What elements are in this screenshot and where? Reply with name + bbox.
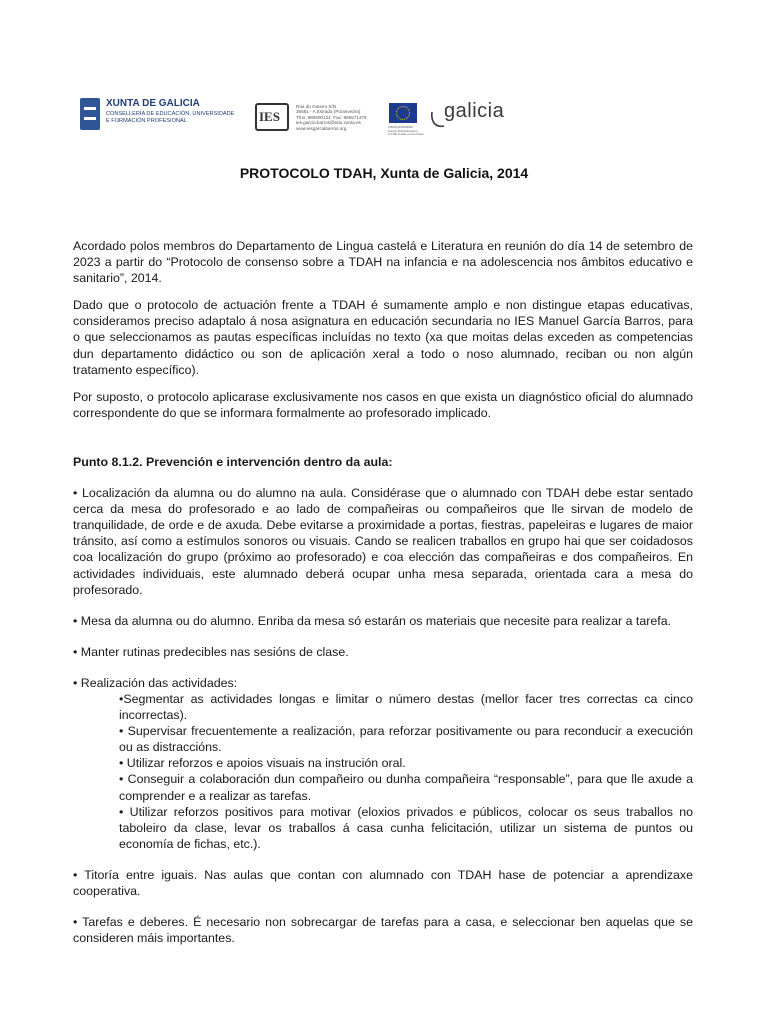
- eu-stars-icon: [396, 106, 410, 120]
- bullet-mesa: • Mesa da alumna ou do alumno. Enriba da mesa só estarán os materiais que necesite para realizar a tarefa.: [73, 613, 672, 628]
- xunta-name: XUNTA DE GALICIA: [106, 98, 200, 109]
- bullet-tarefas: • Tarefas e deberes. É necesario non sobrecargar de tarefas para a casa, e seleccionar ben aquelas que se consideren máis importantes.: [73, 915, 693, 946]
- realizacion-list: [73, 691, 693, 852]
- xunta-logo: [80, 98, 252, 134]
- eu-flag-icon: [389, 103, 417, 123]
- galicia-wordmark: galicia: [444, 100, 505, 122]
- list-item: • Utilizar reforzos positivos para motivar (eloxios privados e públicos, colocar os seus traballos no taboleiro da clase, levar os traballos á casa cunha felicitación, utilizar un sistema de puntos ou economía de fichas, etc.).: [119, 804, 693, 851]
- ies-address: Rúa do Outeiro S/N 36681 - A Estrada (Pontevedra) Tfno: 986590124 Fax: 986571478 ies.garcia.barros@edu.xunta.es www.iesgarciabarros.org: [296, 104, 367, 131]
- intro-paragraph-1: Acordado polos membros do Departamento de Lingua castelá e Literatura en reunión do día 14 de setembro de 2023 a partir do “Protocolo de consenso sobre a TDAH na infancia e na adolescencia nos âmbitos educativo e sanitario”, 2014.: [73, 239, 693, 286]
- bullet-rutinas: • Manter rutinas predecibles nas sesións de clase.: [73, 644, 349, 659]
- bullet-realizacion: • Realización das actividades:: [73, 675, 238, 690]
- ies-logo: [255, 103, 289, 131]
- intro-paragraph-2: Dado que o protocolo de actuación frente a TDAH é sumamente amplo e non distingue etapas educativas, consideramos preciso adaptalo á nosa asignatura en educación secundaria no IES Manuel García Barros, para o que seleccionamos as pautas específicas incluídas no texto (xa que moitas delas exceden as competencias dun departamento didáctico ou son de aplicación xeral a todo o noso alumnado, reciban ou non algún tratamento específico).: [73, 298, 693, 377]
- document-title: PROTOCOLO TDAH, Xunta de Galicia, 2014: [239, 165, 529, 181]
- section-heading: Punto 8.1.2. Prevención e intervención dentro da aula:: [73, 454, 393, 469]
- intro-paragraph-3: Por suposto, o protocolo aplicarase exclusivamente nos casos en que exista un diagnóstico oficial do alumnado correspondente do que se informara formalmente ao profesorado implicado.: [73, 389, 693, 420]
- xunta-emblem-icon: [80, 98, 100, 130]
- bullet-titoria: • Titoría entre iguais. Nas aulas que contan con alumnado con TDAH hase de potenciar a aprendizaxe cooperativa.: [73, 867, 693, 898]
- xunta-department: CONSELLERÍA DE EDUCACIÓN, UNIVERSIDADE E FORMACIÓN PROFESIONAL: [106, 111, 235, 124]
- galicia-logo: [430, 100, 506, 130]
- eu-caption: UNIÓN EUROPEA Fondo Social Europeo O FSE inviste no teu futuro: [388, 125, 425, 137]
- bullet-localizacion: • Localización da alumna ou do alumno na aula. Considérase que o alumnado con TDAH debe estar sentado cerca da mesa do profesorado e ao lado de compañeiras ou compañeiros que lle sirvan de modelo de tranquilidade, de orde e de axuda. Debe evitarse a proximidade a portas, fiestras, papeleiras e lugares de maior tránsito, así como a estímulos sonoros ou visuais. Cando se realicen traballos en grupo hai que ser coidadosos coa localización do grupo (próximo ao profesorado) e coa elección das compañeiras e dos compañeiros. En actividades individuais, este alumnado deberá ocupar unha mesa separada, orientada cara a mesa do profesorado.: [73, 486, 693, 597]
- header-logos: [0, 0, 768, 140]
- list-item: • Conseguir a colaboración dun compañeiro ou dunha compañeira “responsable”, para que lle axude a comprender e a realizar as tarefas.: [119, 772, 693, 803]
- list-item: •Segmentar as actividades longas e limitar o número destas (mellor facer tres correctas ca cinco incorrectas).: [119, 691, 693, 723]
- list-item: • Utilizar reforzos e apoios visuais na instrución oral.: [119, 756, 406, 771]
- document-body: [73, 238, 693, 946]
- ies-logo-text: IES: [259, 109, 280, 124]
- list-item: • Supervisar frecuentemente a realización, para reforzar positivamente ou para reconducir a execución ou as distraccións.: [119, 724, 693, 755]
